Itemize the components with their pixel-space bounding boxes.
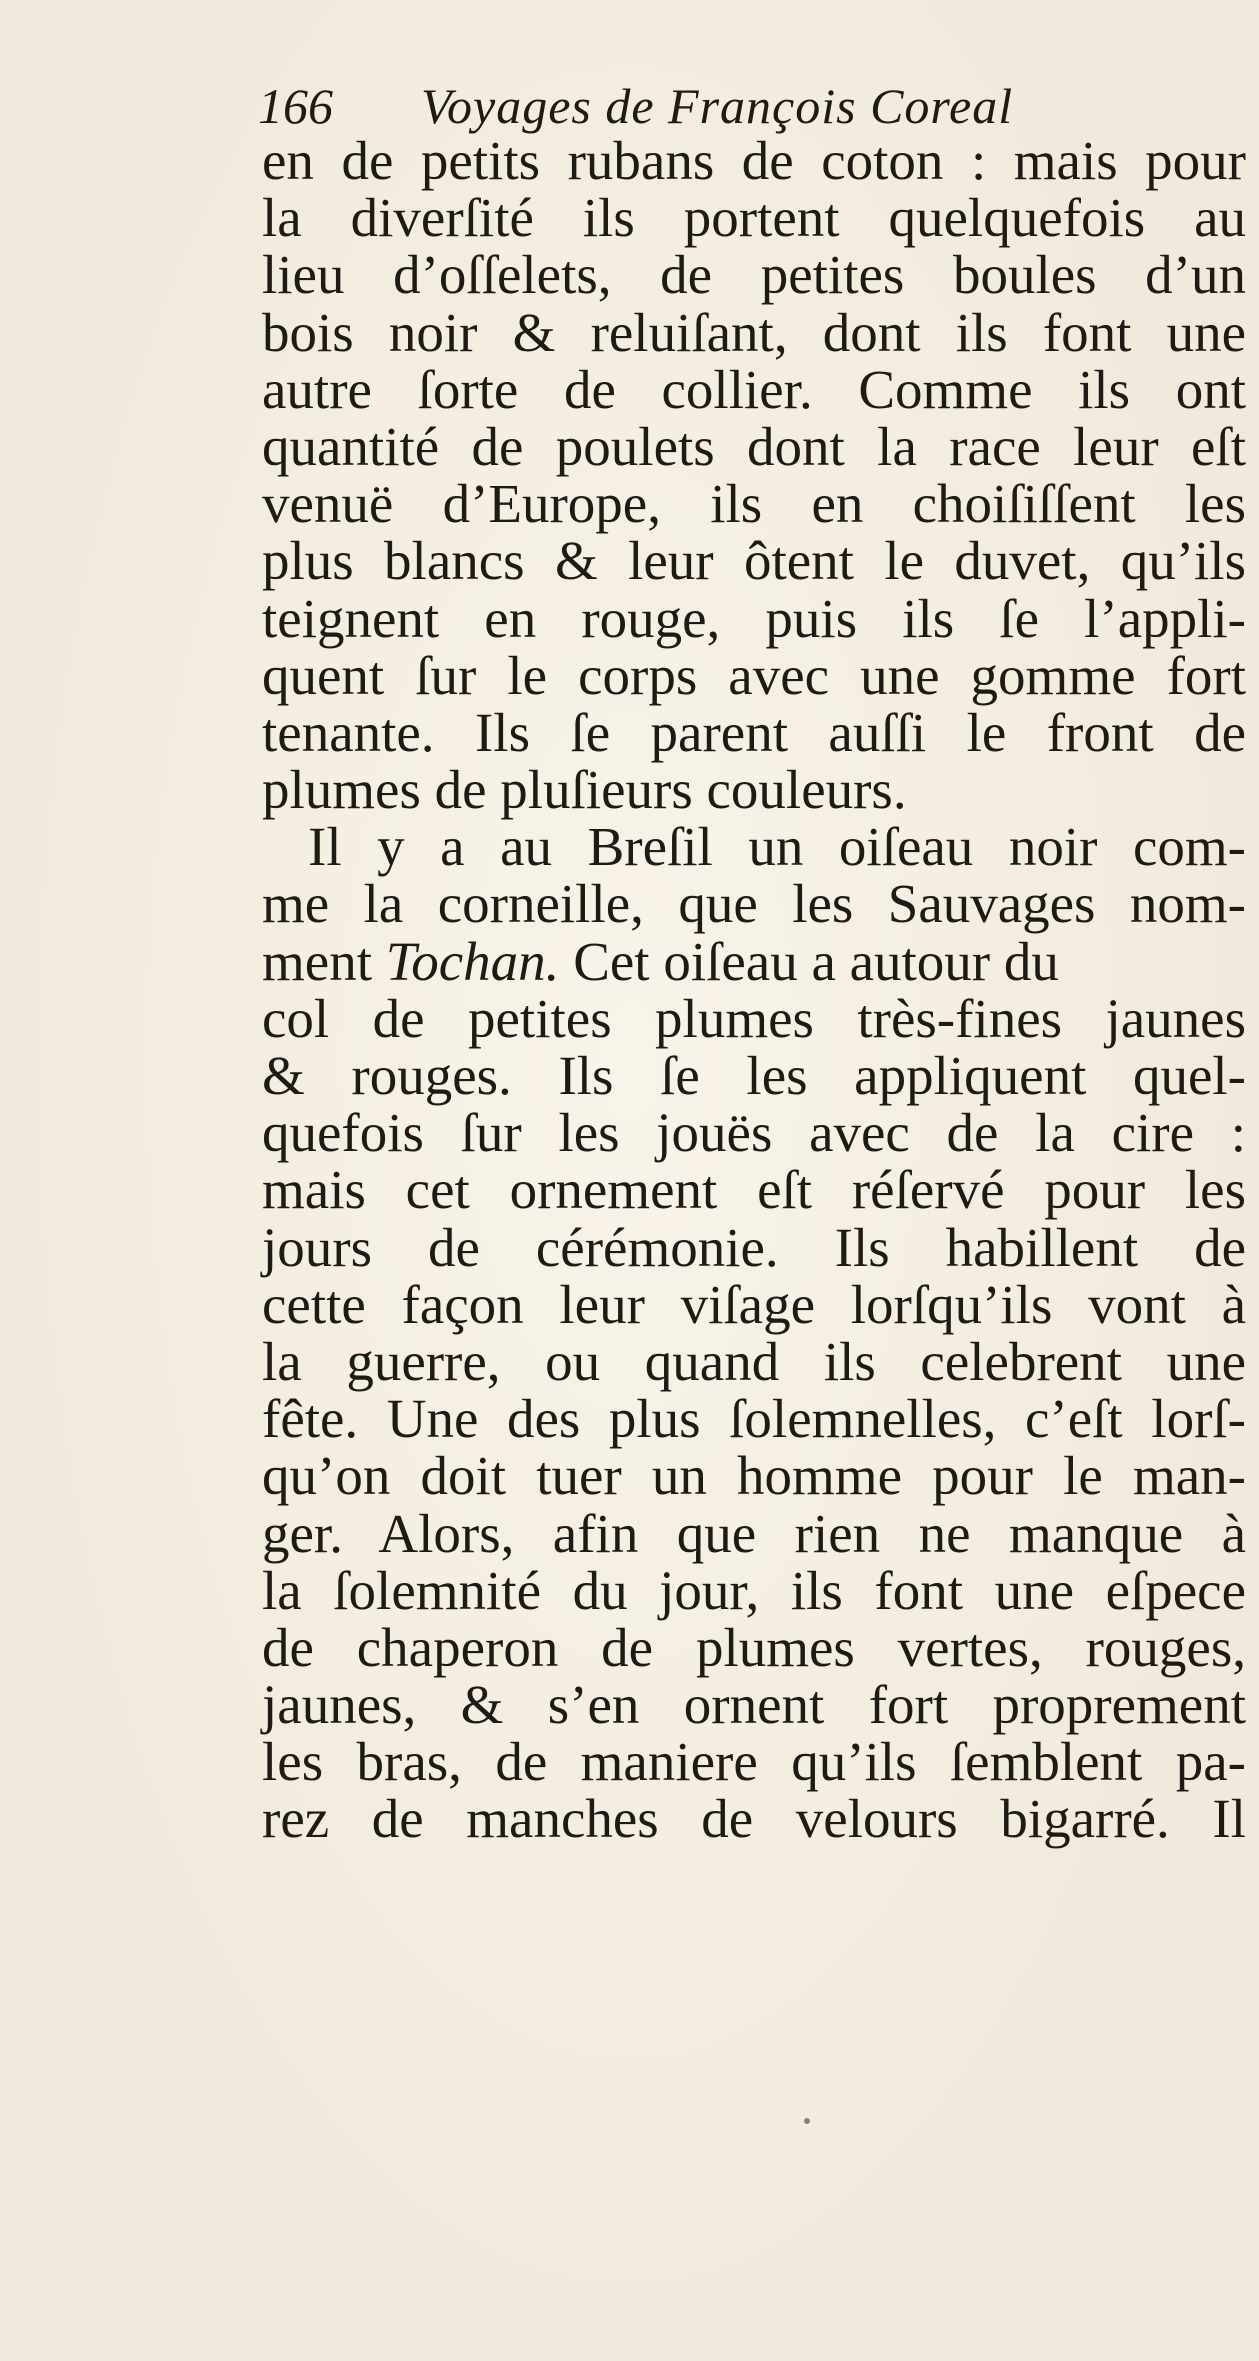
text-line: ger. Alors, afin que rien ne manque à	[262, 1502, 1246, 1564]
text-line: quefois ſur les jouës avec de la cire :	[262, 1102, 1246, 1164]
text-line: fête. Une des plus ſolemnelles, c’eſt lorſ-	[262, 1388, 1246, 1450]
text-line: plus blancs & leur ôtent le duvet, qu’ils	[262, 530, 1246, 592]
text-line: venuë d’Europe, ils en choiſiſſent les	[262, 473, 1246, 535]
text-line: la diverſité ils portent quelquefois au	[262, 187, 1246, 249]
text-line: lieu d’oſſelets, de petites boules d’un	[262, 244, 1246, 306]
text-line: bois noir & reluiſant, dont ils font une	[262, 301, 1246, 363]
text-line: plumes de pluſieurs couleurs.	[262, 759, 907, 821]
paragraph-first-line: Il y a au Breſil un oiſeau noir com-	[308, 816, 1246, 878]
text-line: jours de cérémonie. Ils habillent de	[262, 1216, 1246, 1278]
text-line: la ſolemnité du jour, ils font une eſpece	[262, 1559, 1246, 1621]
running-title: Voyages de François Coreal	[421, 78, 1014, 134]
text-line: de chaperon de plumes vertes, rouges,	[262, 1616, 1246, 1678]
text-line: col de petites plumes très-fines jaunes	[262, 987, 1246, 1049]
text-line: la guerre, ou quand ils celebrent une	[262, 1330, 1246, 1392]
text-line: qu’on doit tuer un homme pour le man-	[262, 1445, 1246, 1507]
body-text	[262, 132, 1246, 1848]
text-line: cette façon leur viſage lorſqu’ils vont à	[262, 1273, 1246, 1335]
text-line: jaunes, & s’en ornent fort proprement	[262, 1674, 1246, 1736]
ink-speck	[804, 2118, 810, 2124]
text-line: quantité de poulets dont la race leur eſt	[262, 415, 1246, 477]
text-fragment: ment	[262, 930, 372, 992]
text-line: tenante. Ils ſe parent auſſi le front de	[262, 701, 1246, 763]
text-line: rez de manches de velours bigarré. Il	[262, 1788, 1246, 1850]
text-line: quent ſur le corps avec une gomme fort	[262, 644, 1246, 706]
text-line: autre ſorte de collier. Comme ils ont	[262, 358, 1246, 420]
text-line: & rouges. Ils ſe les appliquent quel-	[262, 1045, 1246, 1106]
text-line: en de petits rubans de coton : mais pour	[262, 130, 1246, 191]
text-fragment: Cet oiſeau a autour du	[573, 930, 1059, 992]
text-line: teignent en rouge, puis ils ſe l’appli-	[262, 587, 1246, 649]
text-line: les bras, de maniere qu’ils ſemblent pa-	[262, 1731, 1246, 1793]
text-line: me la corneille, que les Sauvages nom-	[262, 873, 1246, 935]
text-line-mixed	[262, 930, 1246, 992]
text-line: mais cet ornement eſt réſervé pour les	[262, 1159, 1246, 1221]
italic-word-tochan: Tochan.	[385, 930, 560, 992]
page-number: 166	[258, 78, 333, 134]
